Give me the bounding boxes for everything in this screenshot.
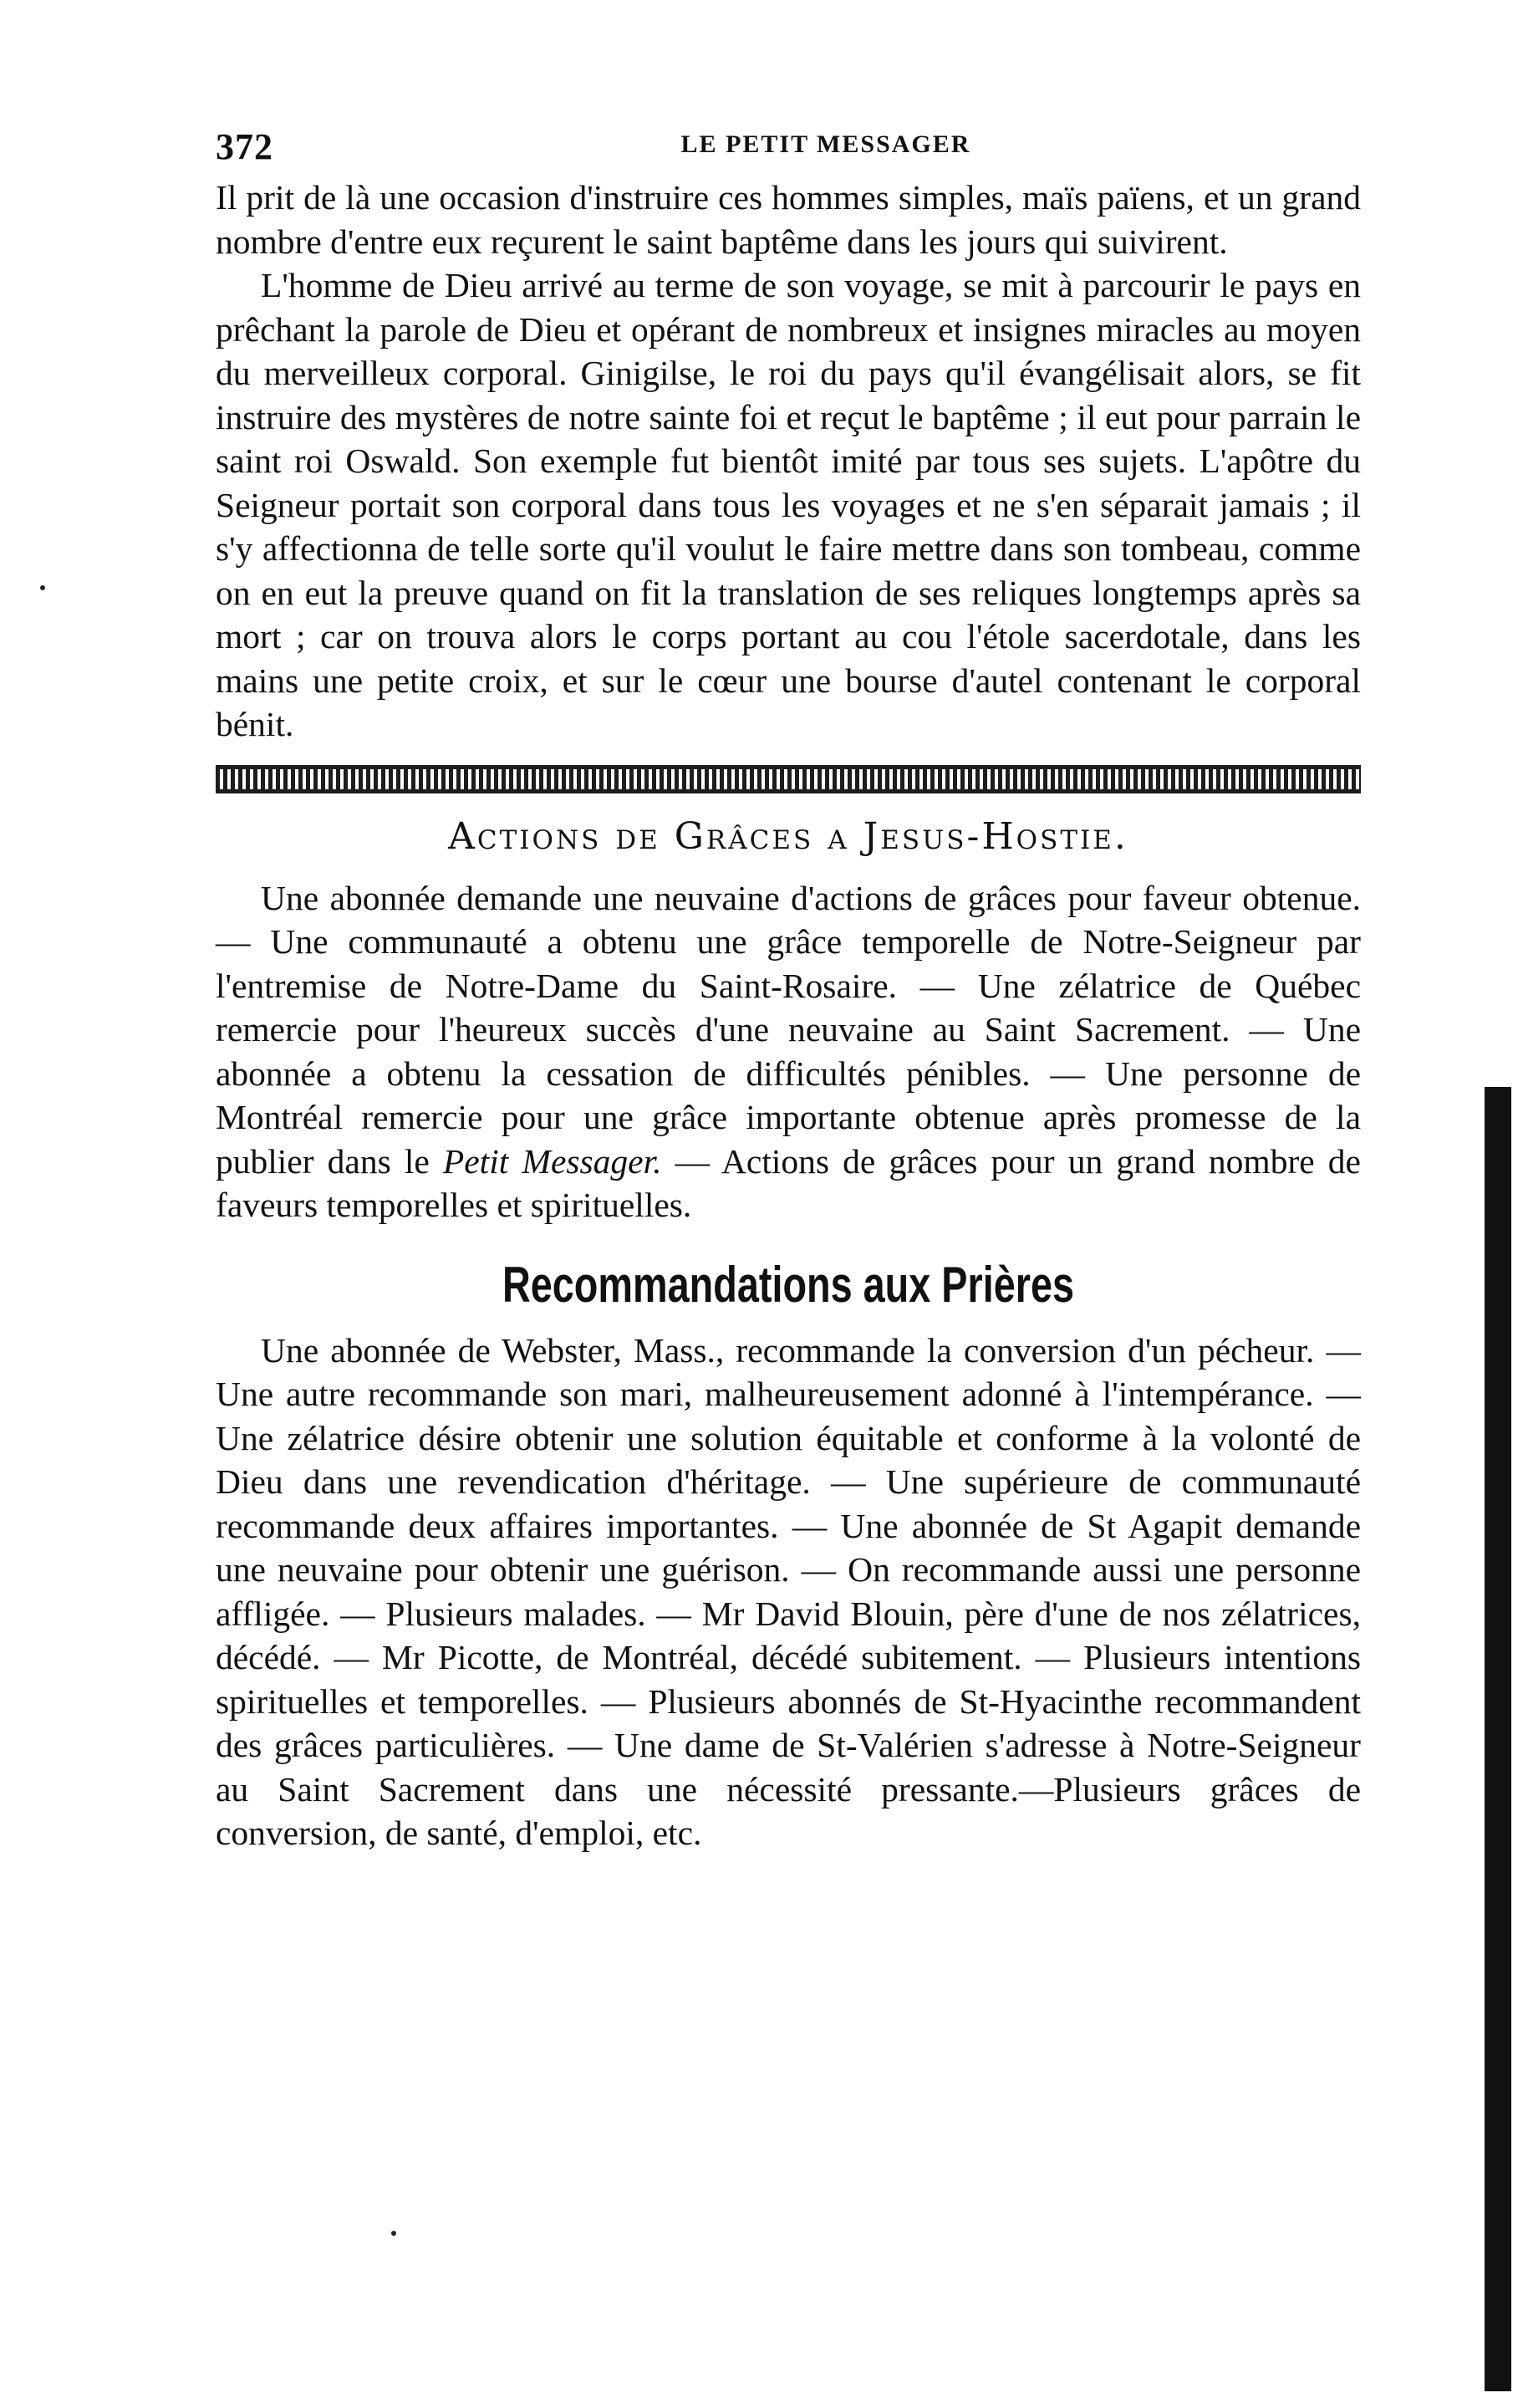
- thanksgiving-paragraph: [216, 876, 1361, 1227]
- thanksgiving-heading: Actions de Grâces a Jesus-Hostie.: [448, 814, 1128, 858]
- recommendations-heading: Recommandations aux Prières: [502, 1256, 1075, 1313]
- article-paragraph-1: Il prit de là une occasion d'instruire ces hommes simples, maïs païens, et un grand nombre d'entre eux reçurent le saint baptême dans les jours qui suivirent.: [216, 178, 1361, 261]
- margin-speck: [40, 585, 45, 590]
- publication-title-italic: Petit Messager.: [442, 1141, 662, 1181]
- page-number: 372: [216, 126, 273, 167]
- bottom-speck: [391, 2231, 396, 2236]
- ornamental-divider: [216, 765, 1361, 793]
- thanksgiving-text-end: — Actions de grâces pour un grand nombre de faveurs temporelles et spirituelles.: [216, 1141, 1361, 1224]
- running-head: [216, 125, 1361, 176]
- book-page: [216, 125, 1361, 1855]
- journal-title: LE PETIT MESSAGER: [680, 130, 971, 158]
- scan-edge-bar: [1485, 1087, 1511, 2391]
- article-paragraph-2: L'homme de Dieu arrivé au terme de son voyage, se mit à parcourir le pays en prêchant la parole de Dieu et opérant de nombreux et insignes miracles au moyen du merveilleux corporal. Ginigilse, le roi du pays qu'il évangélisait alors, se fit instruire des mystères de notre sainte foi et reçut le baptême ; il eut pour parrain le saint roi Oswald. Son exemple fut bientôt imité par tous ses sujets. L'apôtre du Seigneur portait son corporal dans tous les voyages et ne s'en séparait jamais ; il s'y affectionna de telle sorte qu'il voulut le faire mettre dans son tombeau, comme on en eut la preuve quand on fit la translation de ses reliques longtemps après sa mort ; car on trouva alors le corps portant au cou l'étole sacerdotale, dans les mains une petite croix, et sur le cœur une bourse d'autel contenant le corporal bénit.: [216, 266, 1361, 743]
- recommendations-paragraph: Une abonnée de Webster, Mass., recommande la conversion d'un pécheur. — Une autre recommande son mari, malheureusement adonné à l'intempérance. — Une zélatrice désire obtenir une solution équitable et conforme à la volonté de Dieu dans une revendication d'héritage. — Une supérieure de communauté recommande deux affaires importantes. — Une abonnée de St Agapit demande une neuvaine pour obtenir une guérison. — On recommande aussi une personne affligée. — Plusieurs malades. — Mr David Blouin, père d'une de nos zélatrices, décédé. — Mr Picotte, de Montréal, décédé subitement. — Plusieurs intentions spirituelles et temporelles. — Plusieurs abonnés de St-Hyacinthe recommandent des grâces particulières. — Une dame de St-Valérien s'adresse à Notre-Seigneur au Saint Sacrement dans une nécessité pressante.—Plusieurs grâces de conversion, de santé, d'emploi, etc.: [216, 1330, 1361, 1852]
- thanksgiving-text-start: Une abonnée demande une neuvaine d'actions de grâces pour faveur obtenue. — Une communauté a obtenu une grâce temporelle de Notre-Seigneur par l'entremise de Notre-Dame du Saint-Rosaire. — Une zélatrice de Québec remercie pour l'heureux succès d'une neuvaine au Saint Sacrement. — Une abonnée a obtenu la cessation de difficultés pénibles. — Une personne de Montréal remercie pour une grâce importante obtenue après promesse de la publier dans le: [216, 878, 1361, 1181]
